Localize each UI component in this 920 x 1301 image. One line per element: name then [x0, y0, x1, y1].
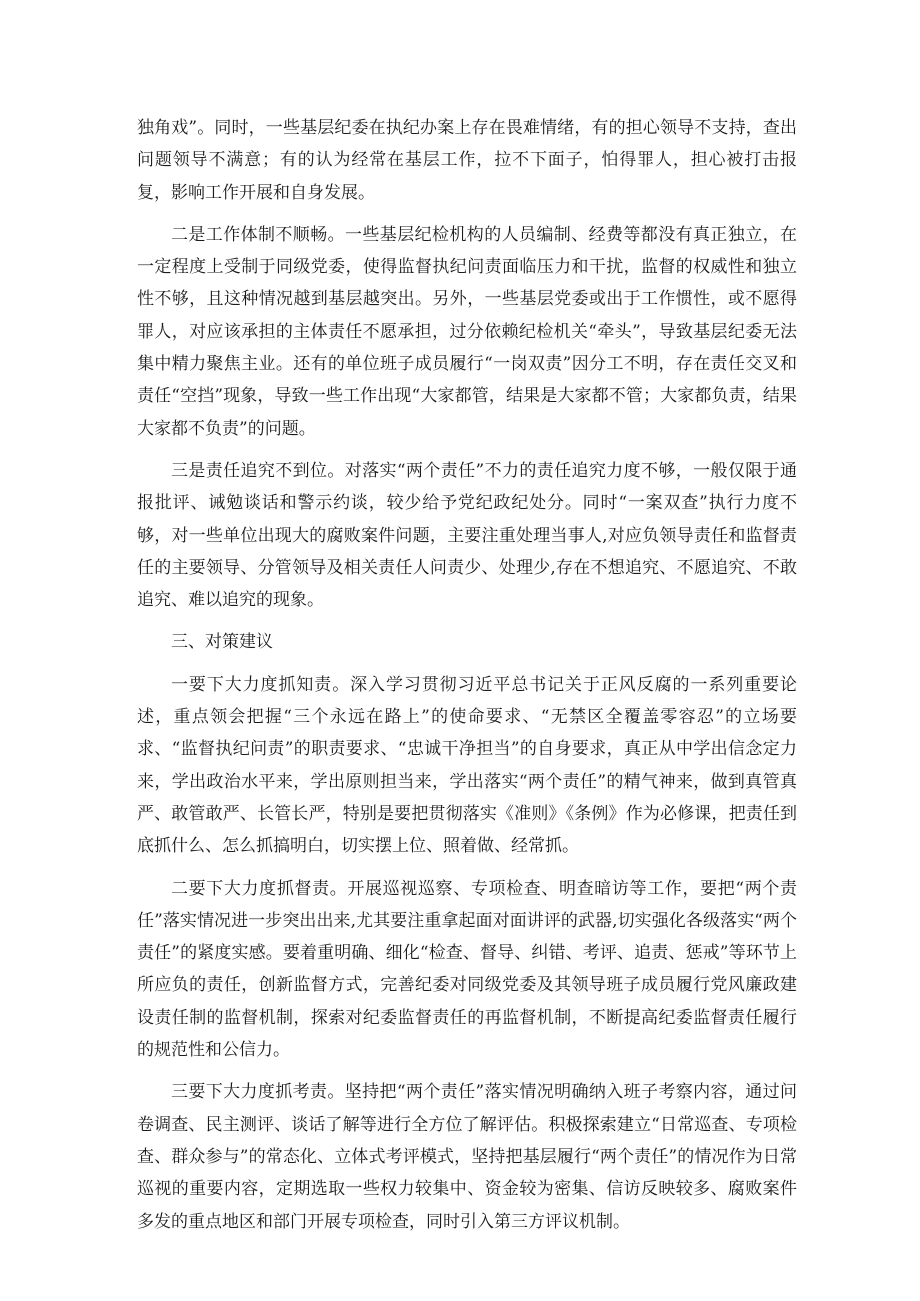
paragraph-continuation: 独角戏”。同时，一些基层纪委在执纪办案上存在畏难情绪，有的担心领导不支持，查出问题领导不满意；有的认为经常在基层工作，拉不下面子，怕得罪人，担心被打击报复，影响工作开展和自身发展。	[137, 118, 797, 203]
section-heading-suggestions: 三、对策建议	[171, 632, 273, 653]
paragraph-know-responsibility: 一要下大力度抓知责。深入学习贯彻习近平总书记关于正风反腐的一系列重要论述，重点领会把握“三个永远在路上”的使命要求、“无禁区全覆盖零容忍”的立场要求、“监督执纪问责”的职责要求、“忠诚干净担当”的自身要求，真正从中学出信念定力来，学出政治水平来，学出原则担当来，学出落实“两个责任”的精气神来，做到真管真严、敢管敢严、长管长严，特别是要把贯彻落实《准则》《条例》作为必修课，把责任到底抓什么、怎么抓搞明白，切实摆上位、照着做、经常抓。	[137, 674, 797, 857]
paragraph-supervise-responsibility: 二要下大力度抓督责。开展巡视巡察、专项检查、明查暗访等工作，要把“两个责任”落实情况进一步突出出来,尤其要注重拿起面对面讲评的武器,切实强化各级落实“两个责任”的紧度实感。要着重明确、细化“检查、督导、纠错、考评、追责、惩戒”等环节上所应负的责任，创新监督方式，完善纪委对同级党委及其领导班子成员履行党风廉政建设责任制的监督机制，探索对纪委监督责任的再监督机制，不断提高纪委监督责任履行的规范性和公信力。	[137, 878, 797, 1061]
document-body	[137, 112, 797, 1248]
paragraph-accountability: 三是责任追究不到位。对落实“两个责任”不力的责任追究力度不够，一般仅限于通报批评、诫勉谈话和警示约谈，较少给予党纪政纪处分。同时“一案双查”执行力度不够，对一些单位出现大的腐败案件问题，主要注重处理当事人,对应负领导责任和监督责任的主要领导、分管领导及相关责任人问责少、处理少,存在不想追究、不愿追究、不敢追究、难以追究的现象。	[137, 460, 797, 611]
paragraph-assess-responsibility: 三要下大力度抓考责。坚持把“两个责任”落实情况明确纳入班子考察内容，通过问卷调查、民主测评、谈话了解等进行全方位了解评估。积极探索建立“日常巡查、专项检查、群众参与”的常态化、立体式考评模式，坚持把基层履行“两个责任”的情况作为日常巡视的重要内容，定期选取一些权力较集中、资金较为密集、信访反映较多、腐败案件多发的重点地区和部门开展专项检查，同时引入第三方评议机制。	[137, 1082, 797, 1232]
paragraph-work-system: 二是工作体制不顺畅。一些基层纪检机构的人员编制、经费等都没有真正独立，在一定程度上受制于同级党委，使得监督执纪问责面临压力和干扰，监督的权威性和独立性不够，且这种情况越到基层越突出。另外，一些基层党委或出于工作惯性，或不愿得罪人，对应该承担的主体责任不愿承担，过分依赖纪检机关“牵头”，导致基层纪委无法集中精力聚焦主业。还有的单位班子成员履行“一岗双责”因分工不明，存在责任交叉和责任“空挡”现象，导致一些工作出现“大家都管，结果是大家都不管；大家都负责，结果大家都不负责”的问题。	[137, 224, 797, 439]
